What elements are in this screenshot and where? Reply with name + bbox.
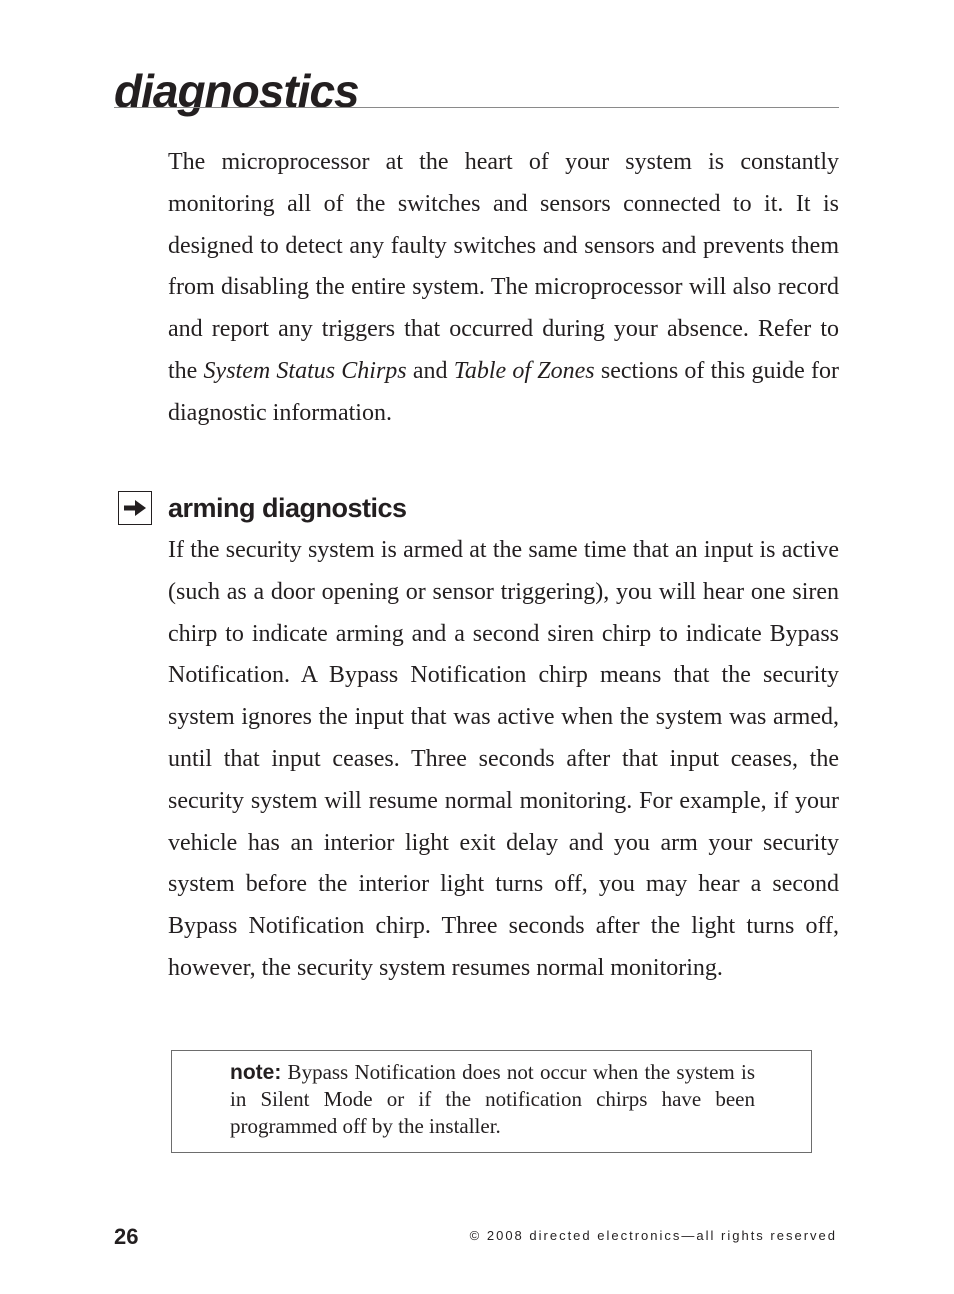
title-rule — [114, 107, 839, 108]
intro-text-and: and — [406, 357, 454, 384]
intro-text-before: The microprocessor at the heart of your system is constantly monitoring all of the switches and sensors connected to it. It is designed to detect any faulty switches and sensors and prevents them from disabling the entire system. The microprocessor will also record and report any triggers that occurred during your absence. Refer to the — [168, 149, 839, 384]
arming-paragraph: If the security system is armed at the same time that an input is active (such as a door opening or sensor triggering), you will hear one siren chirp to indicate arming and a second siren chirp to indicate Bypass Notification. A Bypass Notification chirp means that the security system ignores the input that was active when the system was armed, until that input ceases. Three seconds after that input ceases, the security system will resume normal monitoring. For example, if your vehicle has an interior light exit delay and you arm your security system before the interior light turns off, you may hear a second Bypass Notification chirp. Three seconds after the light turns off, however, the security system resumes normal monitoring. — [168, 537, 839, 981]
note-body: Bypass Notification does not occur when the system is in Silent Mode or if the notification chirps have been programmed off by the installer. — [230, 1060, 755, 1138]
note-text — [230, 1059, 755, 1140]
reference-table-of-zones: Table of Zones — [453, 357, 595, 384]
arrow-right-icon-glyph — [123, 499, 147, 517]
intro-paragraph — [168, 142, 839, 435]
reference-system-status-chirps: System Status Chirps — [203, 357, 407, 384]
note-box — [171, 1050, 812, 1153]
page-title: diagnostics — [114, 65, 359, 117]
intro-text-after: sections of this guide for diagnostic information. — [168, 357, 839, 426]
section-heading-arming-diagnostics: arming diagnostics — [168, 493, 407, 523]
copyright-notice: © 2008 directed electronics—all rights reserved — [469, 1228, 837, 1243]
page-number: 26 — [114, 1224, 139, 1249]
note-label: note: — [230, 1061, 282, 1084]
arrow-right-icon — [118, 491, 152, 525]
